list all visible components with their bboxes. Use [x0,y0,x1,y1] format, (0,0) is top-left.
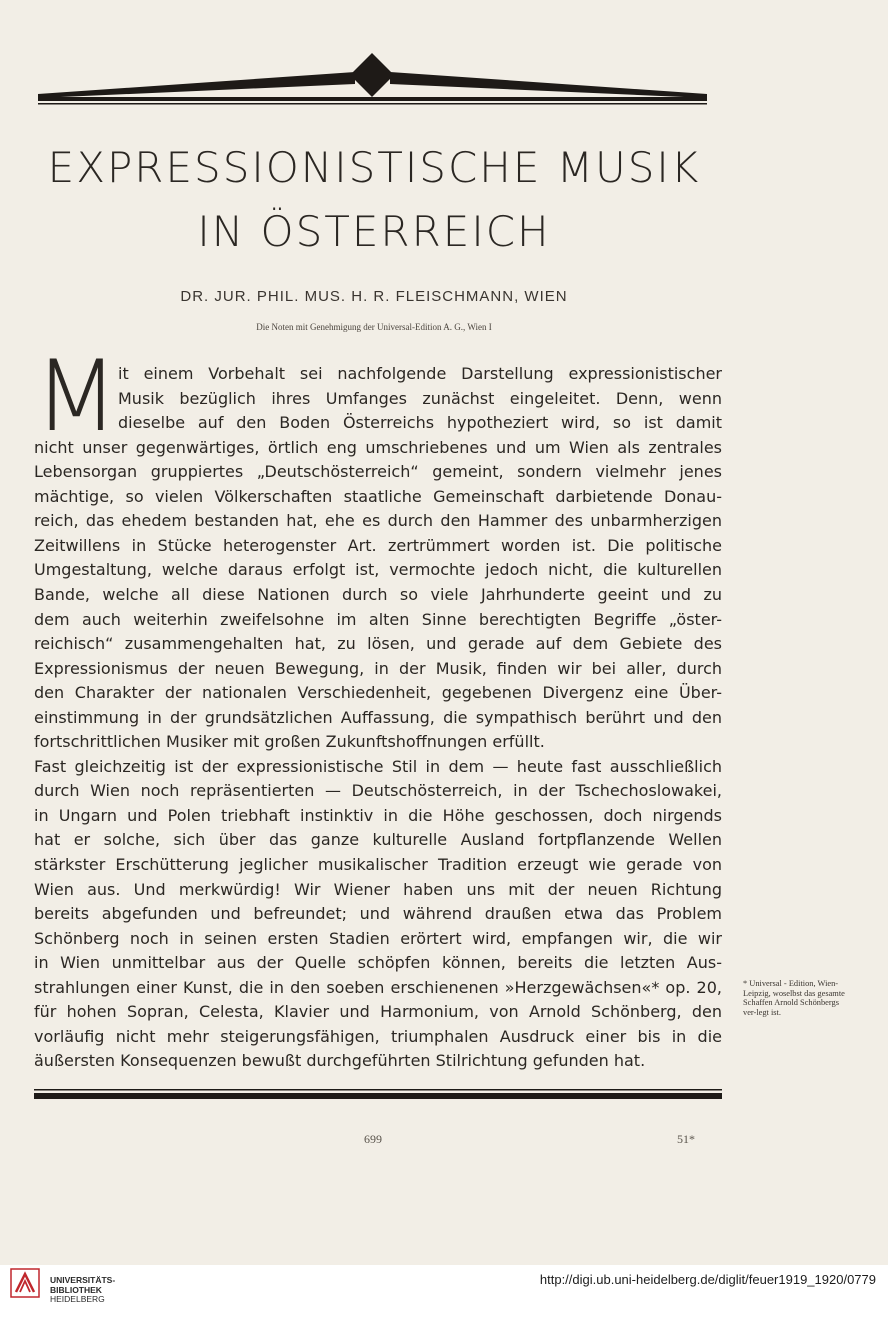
body-text-line: bereits abgefunden und befreundet; und während draußen etwa das Problem [34,904,722,924]
page-number: 699 [364,1132,382,1146]
body-text-line: nicht unser gegenwärtiges, örtlich eng umschriebenes und um Wien als zentrales [34,437,722,457]
body-text-line: Musik bezüglich ihres Umfanges zunächst eingeleitet. Denn, wenn [118,388,722,408]
body-text-line: hat er solche, sich über das ganze kulturelle Ausland fortpflanzende Wellen [34,830,722,850]
library-name[interactable] [50,1276,115,1305]
body-text-line: einstimmung in der grundsätzlichen Auffassung, die sympathisch berührt und den [34,707,722,727]
footnote: * Universal - Edition, Wien-Leipzig, woselbst das gesamte Schaffen Arnold Schönbergs ver-legt ist. [743,979,845,1017]
drop-cap: M [34,340,119,454]
body-text-line: für hohen Sopran, Celesta, Klavier und Harmonium, von Arnold Schönberg, den [34,1002,722,1022]
permalink-url[interactable]: http://digi.ub.uni-heidelberg.de/diglit/feuer1919_1920/0779 [539,1272,876,1287]
signature-mark: 51* [677,1132,695,1146]
body-text-line: dieselbe auf den Boden Österreichs hypotheziert wird, so ist damit [118,413,722,433]
body-text-line: den Charakter der nationalen Verschiedenheit, gegebenen Divergenz eine Über- [34,683,722,703]
body-text-line: Fast gleichzeitig ist der expressionistische Stil in dem — heute fast ausschließlich [34,756,722,776]
library-name-line2: BIBLIOTHEK [50,1284,102,1295]
body-text-line: Schönberg noch in seinen ersten Stadien erörtert wird, empfangen wir, die wir [34,928,722,948]
library-name-line1: UNIVERSITÄTS- [50,1275,116,1285]
body-text-line: Umgestaltung, welche daraus erfolgt ist, vermochte jedoch nicht, die kulturellen [34,560,722,580]
body-text-line: strahlungen einer Kunst, die in den soeben erschienenen »Herzgewächsen«* op. 20, [34,977,722,997]
body-text-line: dem auch weiterhin zweifelsohne im alten Sinne berechtigten Begriffe „öster- [34,609,722,629]
body-text-line: Wien aus. Und merkwürdig! Wir Wiener haben uns mit der neuen Richtung [34,879,722,899]
header-ornament [30,50,715,106]
body-text-line: Bande, welche all diese Nationen durch so viele Jahrhunderte geeint und zu [34,584,722,604]
permission-credit: Die Noten mit Genehmigung der Universal-Edition A. G., Wien I [256,322,492,332]
body-text-line: Expressionismus der neuen Bewegung, in der Musik, finden wir bei aller, durch [34,658,722,678]
body-text-line: mächtige, so vielen Völkerschaften staatliche Gemeinschaft darbietende Donau- [34,486,722,506]
body-text-line: fortschrittlichen Musiker mit großen Zukunftshoffnungen erfüllt. [34,732,545,752]
university-library-logo-icon[interactable] [10,1268,40,1298]
body-text-line: in Ungarn und Polen triebhaft instinktiv in die Höhe geschossen, doch nirgends [34,805,722,825]
library-name-line3: HEIDELBERG [50,1294,105,1304]
body-text-line: reichisch“ zusammengehalten hat, zu lösen, und gerade auf dem Gebiete des [34,634,722,654]
article-title-line1: EXPRESSIONISTISCHE MUSIK [47,143,701,192]
bottom-rule [34,1089,722,1101]
author-line: DR. JUR. PHIL. MUS. H. R. FLEISCHMANN, WIEN [180,288,568,305]
body-text-line: Zeitwillens in Stücke heterogenster Art. zertrümmert worden ist. Die politische [34,535,722,555]
body-text-line: Lebensorgan gruppiertes „Deutschösterreich“ gemeint, sondern vielmehr jenes [34,462,722,482]
body-text-line: durch Wien noch repräsentierten — Deutschösterreich, in der Tschechoslowakei, [34,781,722,801]
article-title-line2: IN ÖSTERREICH [197,207,551,256]
body-text-line: vorläufig nicht mehr steigerungsfähigen, triumphalen Ausdruck einer bis in die [34,1026,722,1046]
body-text-line: äußersten Konsequenzen bewußt durchgeführten Stilrichtung gefunden hat. [34,1051,646,1071]
body-text-line: reich, das ehedem bestanden hat, ehe es durch den Hammer des unbarmherzigen [34,511,722,531]
body-text-line: in Wien unmittelbar aus der Quelle schöpfen können, bereits die letzten Aus- [34,953,722,973]
body-text-line: stärkster Erschütterung jeglicher musikalischer Tradition erzeugt wie gerade von [34,855,722,874]
body-text-line: it einem Vorbehalt sei nachfolgende Darstellung expressionistischer [118,364,722,383]
